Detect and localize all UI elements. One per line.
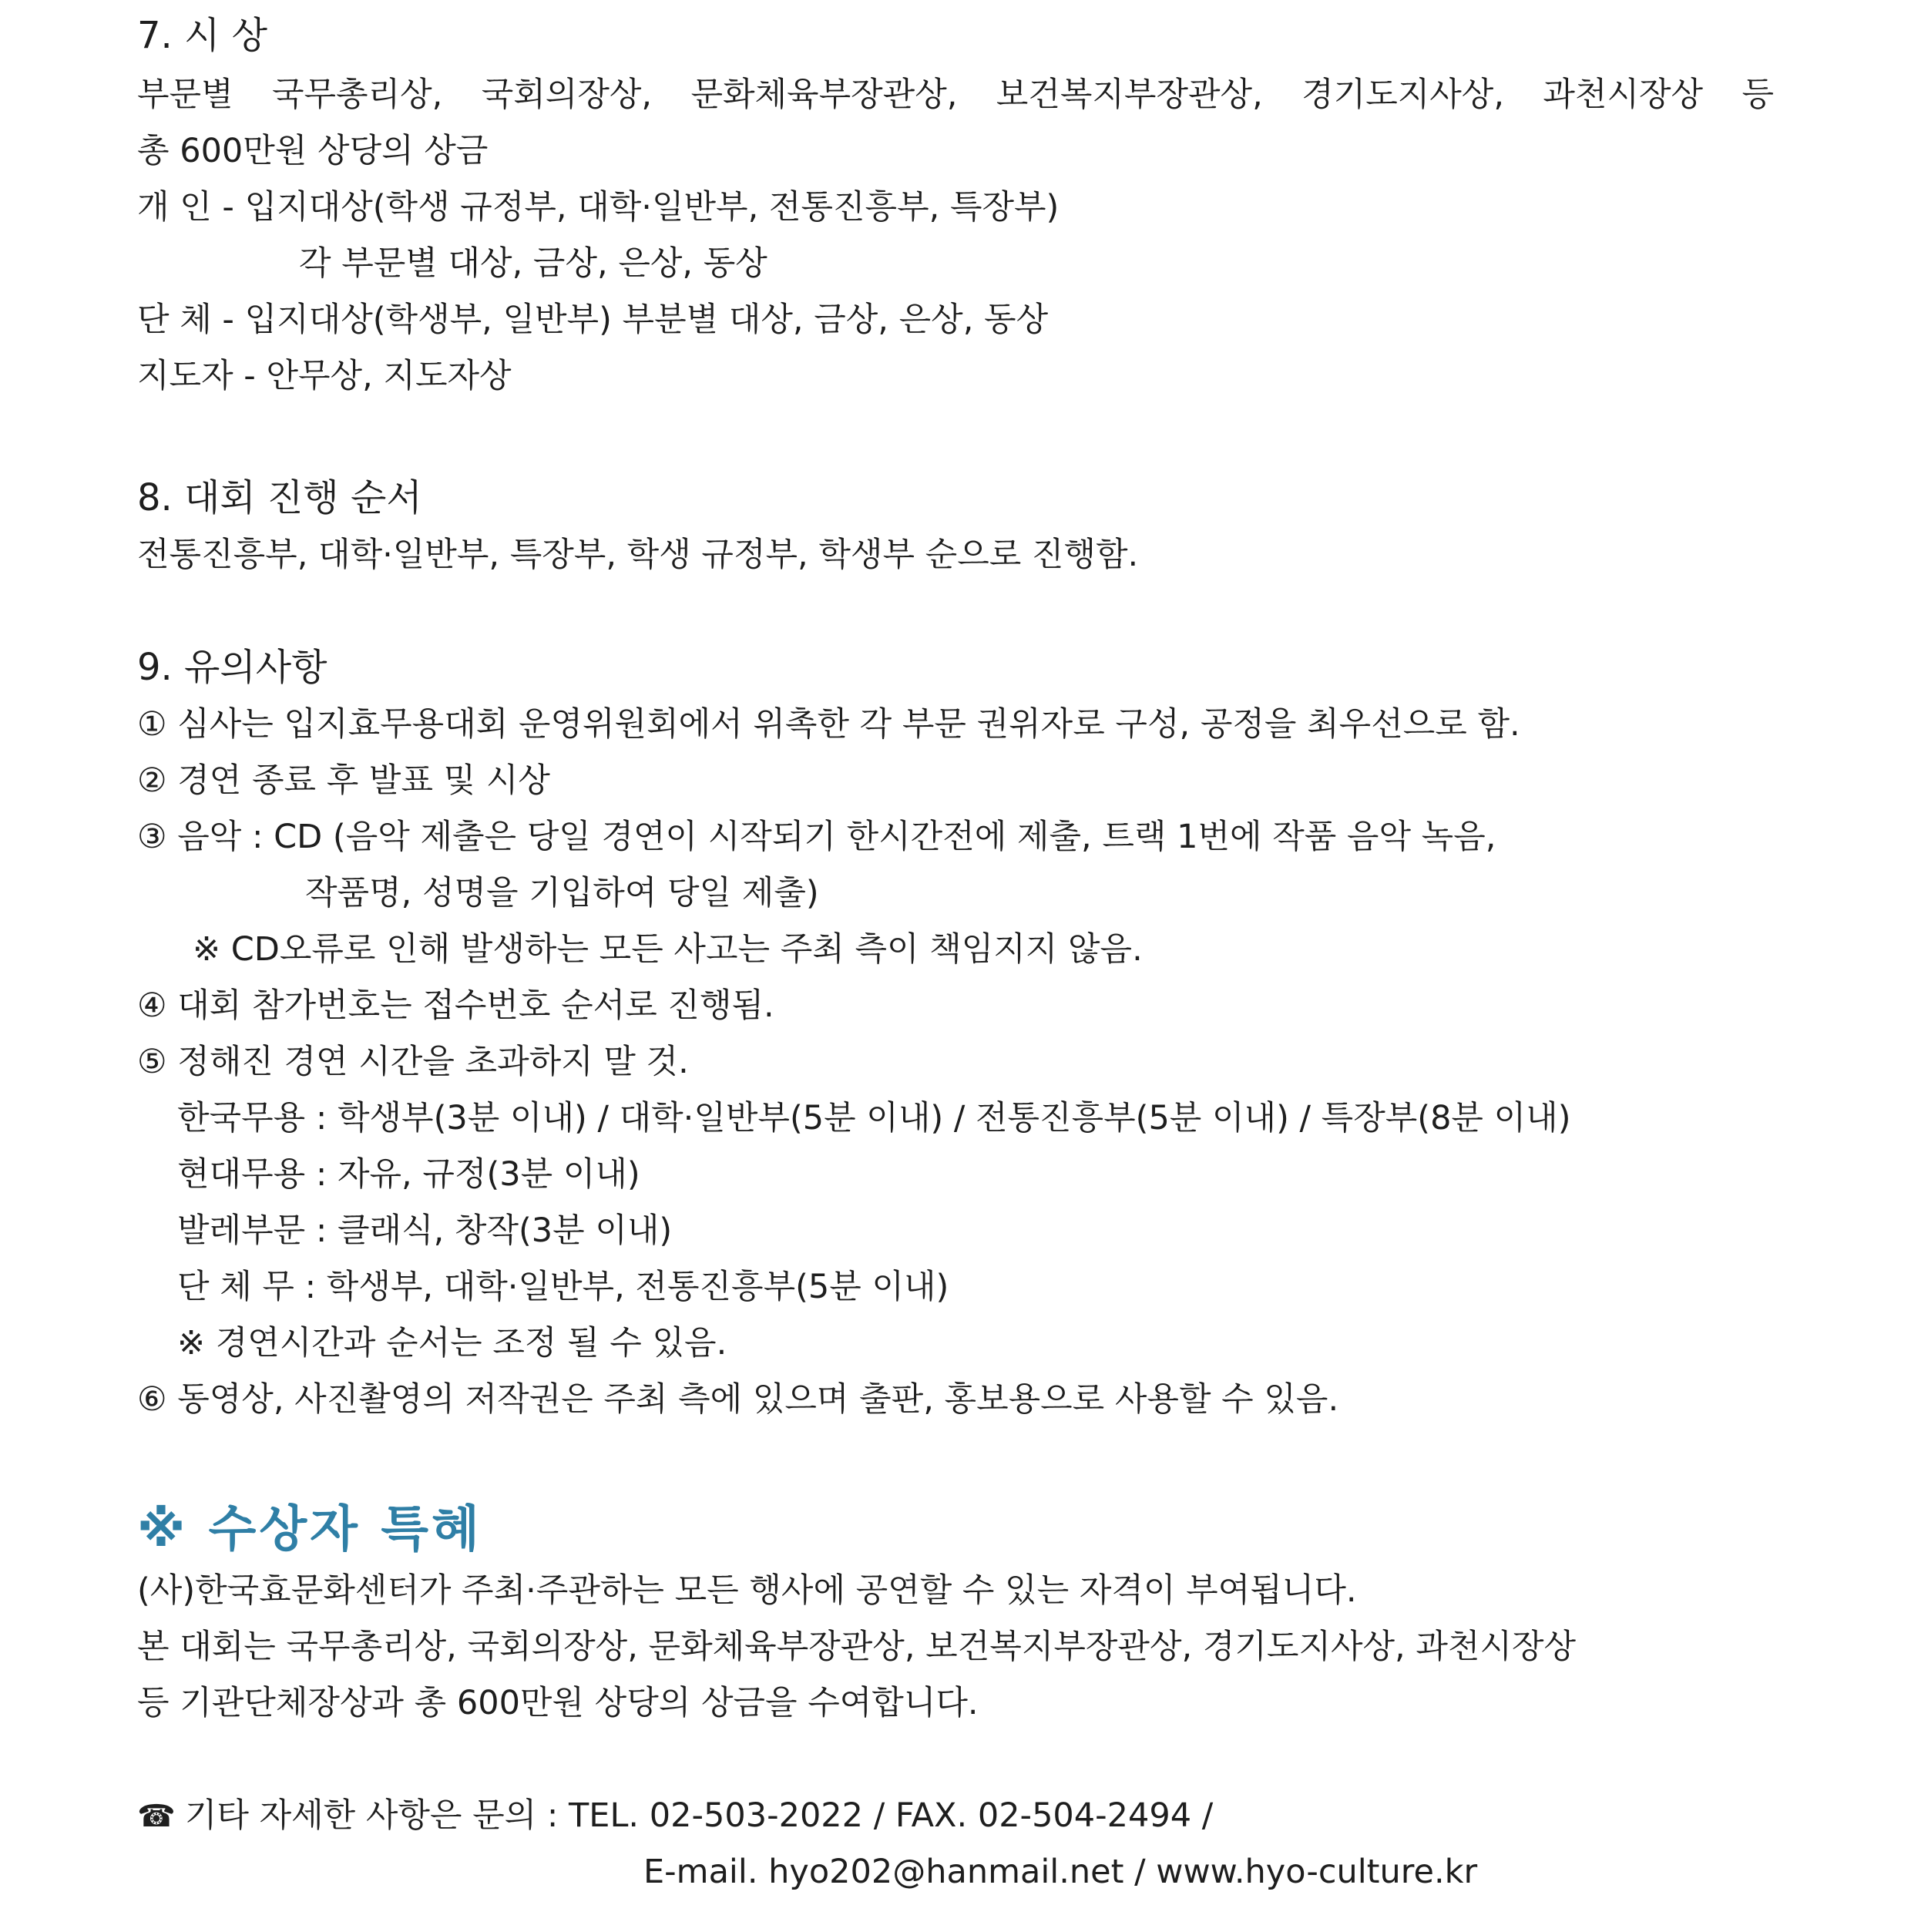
section9-item4: ④ 대회 참가번호는 접수번호 순서로 진행됨.	[137, 986, 774, 1025]
section7-line1: 부문별 국무총리상, 국회의장상, 문화체육부장관상, 보건복지부장관상, 경기도지사상, 과천시장상 등	[137, 76, 1774, 114]
section9-item3b: 작품명, 성명을 기입하여 당일 제출)	[305, 874, 819, 912]
section9-item5: ⑤ 정해진 경연 시간을 초과하지 말 것.	[137, 1043, 689, 1081]
contact-line1-row	[137, 1794, 1774, 1838]
section7-heading: 7. 시 상	[137, 14, 268, 57]
section9-item6: ⑥ 동영상, 사진촬영의 저작권은 주최 측에 있으며 출판, 홍보용으로 사용할 수 있음.	[137, 1380, 1339, 1419]
benefits-line3: 등 기관단체장상과 총 600만원 상당의 상금을 수여합니다.	[137, 1684, 979, 1722]
contact-line2: E-mail. hyo202@hanmail.net / www.hyo-culture.kr	[643, 1853, 1478, 1891]
benefits-heading: ※ 수상자 특혜	[137, 1501, 482, 1558]
phone-icon: ☎	[137, 1799, 176, 1834]
section9-item3a: ③ 음악 : CD (음악 제출은 당일 경연이 시작되기 한시간전에 제출, 트랙 1번에 작품 음악 녹음,	[137, 818, 1496, 856]
section9-item3-note: ※ CD오류로 인해 발생하는 모든 사고는 주최 측이 책임지지 않음.	[193, 930, 1143, 969]
section9-item5-ballet: 발레부문 : 클래식, 창작(3분 이내)	[177, 1211, 673, 1250]
section7-line4: 각 부문별 대상, 금상, 은상, 동상	[299, 244, 767, 283]
section9-item5-group: 단 체 무 : 학생부, 대학·일반부, 전통진흥부(5분 이내)	[177, 1268, 949, 1306]
section7-line6: 지도자 - 안무상, 지도자상	[137, 357, 512, 395]
section9-item5-korean: 한국무용 : 학생부(3분 이내) / 대학·일반부(5분 이내) / 전통진흥부(5분 이내) / 특장부(8분 이내)	[177, 1099, 1571, 1137]
section9-item5-note: ※ 경연시간과 순서는 조정 될 수 있음.	[177, 1324, 727, 1362]
section9-heading: 9. 유의사항	[137, 646, 327, 689]
section7-line2: 총 600만원 상당의 상금	[137, 132, 489, 170]
section7-line3: 개 인 - 입지대상(학생 규정부, 대학·일반부, 전통진흥부, 특장부)	[137, 188, 1060, 227]
contact-line1: 기타 자세한 사항은 문의 : TEL. 02-503-2022 / FAX. 02-504-2494 /	[184, 1796, 1214, 1835]
benefits-line1: (사)한국효문화센터가 주최·주관하는 모든 행사에 공연할 수 있는 자격이 부여됩니다.	[137, 1571, 1357, 1610]
section9-item1: ① 심사는 입지효무용대회 운영위원회에서 위촉한 각 부문 권위자로 구성, 공정을 최우선으로 함.	[137, 705, 1520, 744]
section8-line1: 전통진흥부, 대학·일반부, 특장부, 학생 규정부, 학생부 순으로 진행함.	[137, 536, 1139, 574]
section8-heading: 8. 대회 진행 순서	[137, 476, 422, 519]
benefits-line2: 본 대회는 국무총리상, 국회의장상, 문화체육부장관상, 보건복지부장관상, 경기도지사상, 과천시장상	[137, 1628, 1577, 1666]
section9-item5-modern: 현대무용 : 자유, 규정(3분 이내)	[177, 1155, 640, 1194]
section7-line5: 단 체 - 입지대상(학생부, 일반부) 부분별 대상, 금상, 은상, 동상	[137, 301, 1049, 339]
section9-item2: ② 경연 종료 후 발표 및 시상	[137, 761, 550, 800]
